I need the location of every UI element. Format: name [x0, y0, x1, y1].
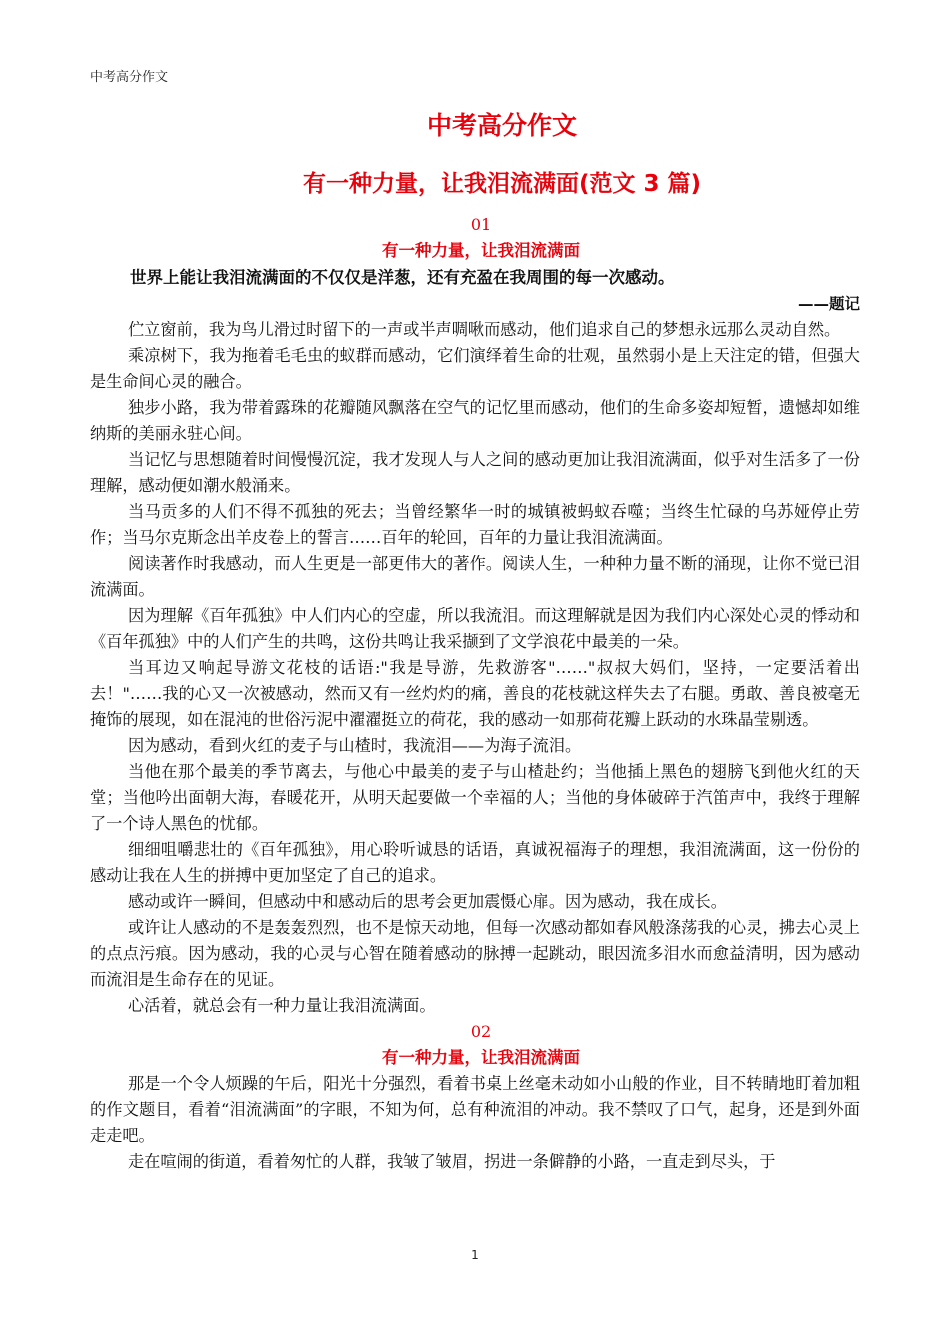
essay-1-paragraph: 乘凉树下，我为拖着毛毛虫的蚁群而感动，它们演绎着生命的壮观，虽然弱小是上天注定的错，但强大是生命间心灵的融合。	[90, 346, 860, 391]
essay-1-paragraph: 阅读著作时我感动，而人生更是一部更伟大的著作。阅读人生，一种种力量不断的涌现，让你不觉已泪流满面。	[90, 554, 860, 599]
document-subtitle: 有一种力量，让我泪流满面(范文 3 篇)	[302, 171, 702, 197]
essay-2-paragraph: 那是一个令人烦躁的午后，阳光十分强烈，看着书桌上丝毫未动如小山般的作业，目不转睛地盯着加粗的作文题目，看着“泪流满面”的字眼，不知为何，总有种流泪的冲动。我不禁叹了口气，起身，还是到外面走走吧。	[90, 1074, 860, 1145]
essay-2-title: 有一种力量，让我泪流满面	[382, 1048, 580, 1067]
essay-1-paragraph: 伫立窗前，我为鸟儿滑过时留下的一声或半声啁啾而感动，他们追求自己的梦想永远那么灵动自然。	[128, 320, 841, 339]
document-body	[90, 212, 860, 1175]
essay-2-paragraph: 走在喧闹的街道，看着匆忙的人群，我皱了皱眉，拐进一条僻静的小路，一直走到尽头，于	[128, 1152, 776, 1171]
page-number: 1	[471, 1248, 479, 1262]
essay-1-epigraph: 世界上能让我泪流满面的不仅仅是洋葱，还有充盈在我周围的每一次感动。	[130, 268, 675, 287]
essay-1-paragraph: 细细咀嚼悲壮的《百年孤独》，用心聆听诚恳的话语，真诚祝福海子的理想，我泪流满面，这一份份的感动让我在人生的拼搏中更加坚定了自己的追求。	[90, 840, 860, 885]
essay-1-paragraph: 因为理解《百年孤独》中人们内心的空虚，所以我流泪。而这理解就是因为我们内心深处心灵的悸动和《百年孤独》中的人们产生的共鸣，这份共鸣让我采撷到了文学浪花中最美的一朵。	[90, 606, 860, 651]
essay-1-paragraph: 当耳边又响起导游文花枝的话语:"我是导游，先救游客"……"叔叔大妈们，坚持，一定要活着出去！"……我的心又一次被感动，然而又有一丝灼灼的痛，善良的花枝就这样失去了右腿。勇敢、善良被毫无掩饰的展现，如在混沌的世俗污泥中濯濯挺立的荷花，我的感动一如那荷花瓣上跃动的水珠晶莹剔透。	[90, 658, 860, 729]
essay-1-epigraph-sign: ——题记	[797, 295, 860, 313]
essay-2-number: 02	[470, 1022, 492, 1041]
essay-1-number: 01	[470, 215, 492, 234]
essay-1-paragraph: 当马贡多的人们不得不孤独的死去；当曾经繁华一时的城镇被蚂蚁吞噬；当终生忙碌的乌苏娅停止劳作；当马尔克斯念出羊皮卷上的誓言……百年的轮回，百年的力量让我泪流满面。	[90, 502, 860, 547]
essay-1-paragraph: 当他在那个最美的季节离去，与他心中最美的麦子与山楂赴约；当他插上黑色的翅膀飞到他火红的天堂；当他吟出面朝大海，春暖花开，从明天起要做一个幸福的人；当他的身体破碎于汽笛声中，我终于理解了一个诗人黑色的忧郁。	[90, 762, 860, 833]
document-title: 中考高分作文	[426, 111, 577, 140]
essay-1-paragraph: 感动或许一瞬间，但感动中和感动后的思考会更加震慑心扉。因为感动，我在成长。	[128, 892, 727, 911]
essay-1-paragraph: 心活着，就总会有一种力量让我泪流满面。	[128, 996, 436, 1015]
page-header: 中考高分作文	[90, 70, 169, 85]
essay-1-paragraph: 或许让人感动的不是轰轰烈烈，也不是惊天动地，但每一次感动都如春风般涤荡我的心灵，拂去心灵上的点点污痕。因为感动，我的心灵与心智在随着感动的脉搏一起跳动，眼因流多泪水而愈益清明，因为感动而流泪是生命存在的见证。	[90, 918, 860, 989]
essay-1-title: 有一种力量，让我泪流满面	[382, 241, 580, 260]
essay-1-paragraph: 独步小路，我为带着露珠的花瓣随风飘落在空气的记忆里而感动，他们的生命多姿却短暂，遗憾却如维纳斯的美丽永驻心间。	[90, 398, 860, 443]
essay-1-paragraph: 当记忆与思想随着时间慢慢沉淀，我才发现人与人之间的感动更加让我泪流满面，似乎对生活多了一份理解，感动便如潮水般涌来。	[90, 450, 860, 495]
essay-1-paragraph: 因为感动，看到火红的麦子与山楂时，我流泪——为海子流泪。	[128, 736, 582, 755]
